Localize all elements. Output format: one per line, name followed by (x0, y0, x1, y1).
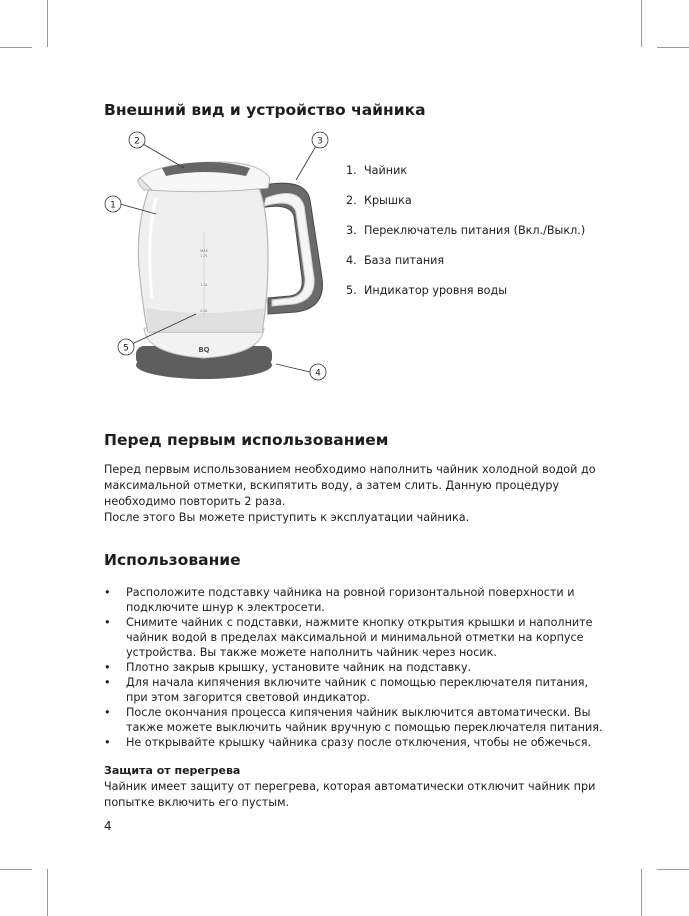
callout-3 (296, 132, 328, 180)
list-item: • Снимите чайник с подставки, нажмите кнопку открытия крышки и наполните чайник водой в пределах максимальной и минимальной отметки на корпусе устройства. Вы также можете наполнить чайник через носик. (104, 616, 593, 659)
list-item: 4. База питания (346, 254, 445, 267)
callout-2 (129, 132, 184, 168)
crop-mark (47, 869, 48, 916)
crop-mark (657, 47, 689, 48)
usage-list (104, 585, 604, 750)
crop-mark (47, 0, 48, 47)
crop-mark (641, 869, 642, 916)
first-use-text (104, 462, 604, 526)
list-item: 3. Переключатель питания (Вкл./Выкл.) (346, 224, 586, 237)
svg-text:2: 2 (134, 136, 140, 147)
parts-list (346, 163, 585, 313)
section-title-first-use: Перед первым использованием (104, 431, 389, 449)
svg-text:4: 4 (315, 368, 321, 379)
paragraph: После этого Вы можете приступить к эксплуатации чайника. (104, 511, 470, 524)
svg-text:MAX: MAX (200, 249, 208, 253)
kettle-illustration (100, 128, 340, 388)
crop-mark (657, 869, 689, 870)
svg-text:3: 3 (317, 136, 323, 147)
page-number: 4 (104, 819, 112, 833)
brand-logo: BQ (198, 346, 210, 354)
svg-text:0.5L: 0.5L (200, 309, 208, 313)
svg-text:1.0L: 1.0L (200, 283, 208, 287)
overheat-text: Чайник имеет защиту от перегрева, которая автоматически отключит чайник при попытке включить его пустым. (104, 780, 596, 809)
list-item: • Расположите подставку чайника на ровной горизонтальной поверхности и подключите шнур к электросети. (104, 586, 575, 614)
svg-text:5: 5 (123, 343, 129, 354)
overheat-title: Защита от перегрева (104, 764, 241, 777)
crop-mark (0, 869, 32, 870)
crop-mark (641, 0, 642, 47)
list-item: 2. Крышка (346, 194, 412, 207)
section-title-usage: Использование (104, 551, 241, 569)
list-item: • Плотно закрыв крышку, установите чайник на подставку. (104, 661, 472, 674)
list-item: 5. Индикатор уровня воды (346, 284, 508, 297)
list-item: • Не открывайте крышку чайника сразу после отключения, чтобы не обжечься. (104, 736, 592, 749)
list-item: 1. Чайник (346, 164, 408, 177)
paragraph: Перед первым использованием необходимо наполнить чайник холодной водой до максимальной отметки, вскипятить воду, а затем слить. Данную процедуру необходимо повторить 2 раза. (104, 463, 596, 508)
svg-text:1: 1 (110, 200, 116, 211)
callout-4 (276, 364, 326, 380)
section-title-appearance: Внешний вид и устройство чайника (104, 101, 426, 119)
list-item: • Для начала кипячения включите чайник с помощью переключателя питания, при этом загорится световой индикатор. (104, 676, 589, 704)
crop-mark (0, 47, 32, 48)
svg-text:1.7L: 1.7L (200, 254, 208, 258)
list-item: • После окончания процесса кипячения чайник выключится автоматически. Вы также можете выключить чайник вручную с помощью переключателя питания. (104, 706, 603, 734)
